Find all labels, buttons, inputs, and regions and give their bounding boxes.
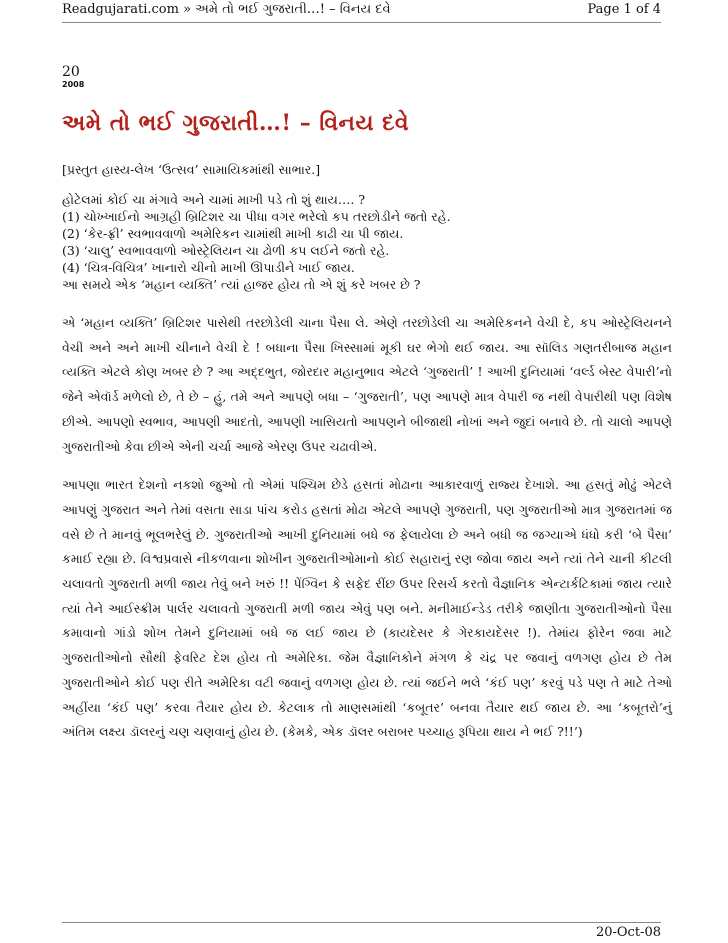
list-item: (2) ‘કેર-ફ્રી’ સ્વભાવવાળો અમેરિકન ચામાંથી માખી કાઢી ચા પી જાય. <box>62 226 404 241</box>
list-item: (3) ‘ચાલુ’ સ્વભાવવાળો ઓસ્ટ્રેલિયન ચા ઢોળી કપ લઈને જતો રહે. <box>62 243 390 258</box>
article-body <box>62 160 672 759</box>
footer-divider <box>62 922 661 923</box>
header-site-title: Readgujarati.com » અમે તો ભઈ ગુજરાતી…! – વિનય દવે <box>62 2 391 17</box>
intro-note: [પ્રસ્તુત હાસ્ય-લેખ ‘ઉત્સવ’ સામાયિકમાંથી સાભાર.] <box>62 162 321 177</box>
list-item: (4) ‘ચિત્ર-વિચિત્ર’ ખાનારો ચીનો માખી ઊપાડીને ખાઈ જાય. <box>62 260 355 275</box>
question-list <box>62 191 672 293</box>
date-year: 2008 <box>62 80 85 89</box>
paragraph: આપણા ભારત દેશનો નકશો જુઓ તો એમાં પશ્ચિમ છેડે હસતાં મોઢાના આકારવાળું રાજ્ય દેખાશે. આ હસતું મોઢું એટલે આપણું ગુજરાત અને તેમાં વસતા સાડા પાંચ કરોડ હસતાં મોઢા એટલે આપણે ગુજરાતી, પણ ગુજરાતીઓ માત્ર ગુજરાતમાં જ વસે છે તે માનવું ભૂલભરેલું છે. ગુજરાતીઓ આખી દુનિયામાં બધે જ ફેલાયેલા છે અને બધી જ જગ્યાએ ધંધો કરી ‘બે પૈસા’ કમાઈ રહ્યા છે. વિશ્વપ્રવાસે નીકળવાના શોખીન ગુજરાતીઓમાનો કોઈ સહારાનું રણ જોવા જાય અને ત્યાં તેને ચાની કીટલી ચલાવતો ગુજરાતી મળી જાય તેવું બને ખરું !! પેંગ્વિન કે સફેદ રીંછ ઉપર રિસર્ચ કરતો વૈજ્ઞાનિક એન્ટાર્કટિકામાં જાય ત્યારે ત્યાં તેને આઈસ્ક્રીમ પાર્લર ચલાવતો ગુજરાતી મળી જાય એવું પણ બને. મનીમાઈન્ડેડ તરીકે જાણીતા ગુજરાતીઓનો પૈસા કમાવાનો ગાંડો શોખ તેમને દુનિયામાં બધે જ લઈ જાય છે (કાયદેસર કે ગેરકાયદેસર !). તેમાંય ફોરેન જવા માટે ગુજરાતીઓનો સૌથી ફેવરિટ દેશ હોય તો અમેરિકા. જેમ વૈજ્ઞાનિકોને મંગળ કે ચંદ્ર પર જવાનું વળગણ હોય છે તેમ ગુજરાતીઓને કોઈ પણ રીતે અમેરિકા વટી જવાનું વળગણ હોય છે. ત્યાં જઈને ભલે ‘કંઈ પણ’ કરવું પડે પણ તે માટે તેઓ અહીંયા ‘કંઈ પણ’ કરવા તૈયાર હોય છે. કેટલાક તો માણસમાંથી ‘કબૂતર’ બનવા તૈયાર થઈ જાય છે. આ ‘કબૂતરો’નું અંતિમ લક્ષ્ય ડૉલરનું ચણ ચણવાનું હોય છે. (કેમકે, એક ડૉલર બરાબર પચ્ચાહ રૂપિયા થાય ને ભઈ ?!!’) <box>62 477 672 740</box>
article-title: અમે તો ભઈ ગુજરાતી…! – વિનય દવે <box>62 110 410 136</box>
footer-date: 20-Oct-08 <box>595 925 661 940</box>
header-divider <box>62 22 661 23</box>
list-item: હોટેલમાં કોઈ ચા મંગાવે અને ચામાં માખી પડે તો શું થાય…. ? <box>62 192 366 207</box>
page-number: Page 1 of 4 <box>587 2 661 17</box>
paragraph: એ ‘મહાન વ્યક્તિ’ બ્રિટિશર પાસેથી તરછોડેલી ચાના પૈસા લે. એણે તરછોડેલી ચા અમેરિકનને વેચી દે, કપ ઓસ્ટ્રેલિયનને વેચી અને અને માખી ચીનાને વેચી દે ! બધાના પૈસા ખિસ્સામાં મૂકી ઘર ભેગો થઈ જાય. આ સૉલિડ ગણતરીબાજ મહાન વ્યક્તિ એટલે કોણ ખબર છે ? આ અદ્દભુત, જોરદાર મહાનુભાવ એટલે ‘ગુજરાતી’ ! આખી દુનિયામાં ‘વર્લ્ડ બેસ્ટ વેપારી’નો જેને એવૉર્ડ મળેલો છે, તે છે – હું, તમે અને આપણે બધા – ‘ગુજરાતી’, પણ આપણે માત્ર વેપારી જ નથી વેપારીથી પણ વિશેષ છીએ. આપણો સ્વભાવ, આપણી આદતો, આપણી ખાસિયતો આપણને બીજાથી નોખાં અને જુદાં બનાવે છે. તો ચાલો આપણે ગુજરાતીઓ કેવા છીએ એની ચર્ચા આજે એરણ ઉપર ચઢાવીએ. <box>62 315 672 454</box>
list-item: (1) ચોખ્ખાઈનો આગ્રહી બ્રિટિશર ચા પીધા વગર ભરેલો કપ તરછોડીને જતો રહે. <box>62 209 451 224</box>
list-item: આ સમયે એક ‘મહાન વ્યક્તિ’ ત્યાં હાજર હોય તો એ શું કરે ખબર છે ? <box>62 277 421 292</box>
date-day: 20 <box>62 64 80 80</box>
